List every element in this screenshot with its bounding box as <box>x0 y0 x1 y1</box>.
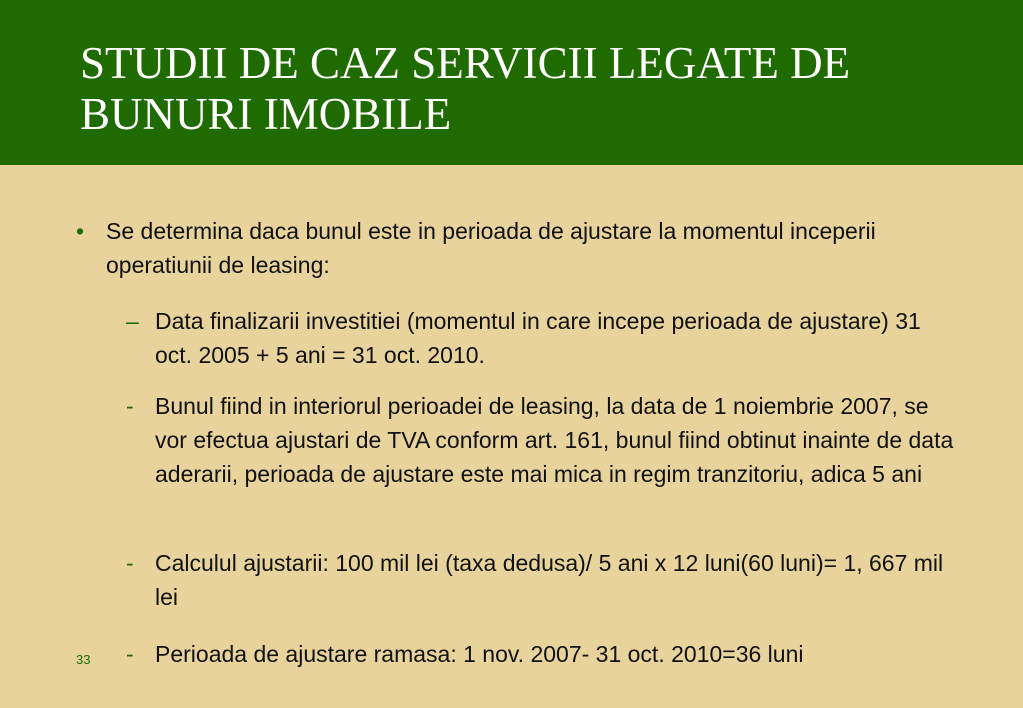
sub-item-leasing-period: Bunul fiind in interiorul perioadei de leasing, la data de 1 noiembrie 2007, se vor efectua ajustari de TVA conform art. 161, bunul fiind obtinut inainte de data aderarii, perioada de ajustare este mai mica in regim tranzitoriu, adica 5 ani <box>155 393 954 487</box>
sub-item-adjustment-calc: Calculul ajustarii: 100 mil lei (taxa dedusa)/ 5 ani x 12 luni(60 luni)= 1, 667 mil lei <box>155 550 944 610</box>
main-bullet-text: Se determina daca bunul este in perioada de ajustare la momentul inceperii operatiunii de leasing: <box>106 218 876 278</box>
bullet-marker: • <box>76 218 85 244</box>
sub-item-marker: – <box>126 308 139 334</box>
slide-title: STUDII DE CAZ SERVICII LEGATE DE BUNURI IMOBILE <box>80 38 851 139</box>
page-number: 33 <box>76 652 91 667</box>
sub-item-investment-date: Data finalizarii investitiei (momentul in care incepe perioada de ajustare) 31 oct. 2005 + 5 ani = 31 oct. 2010. <box>155 308 921 368</box>
sub-item-marker: - <box>126 550 134 576</box>
sub-item-marker: - <box>126 393 134 419</box>
sub-item-marker: - <box>126 641 134 667</box>
sub-item-remaining-period: Perioada de ajustare ramasa: 1 nov. 2007- 31 oct. 2010=36 luni <box>155 641 804 667</box>
